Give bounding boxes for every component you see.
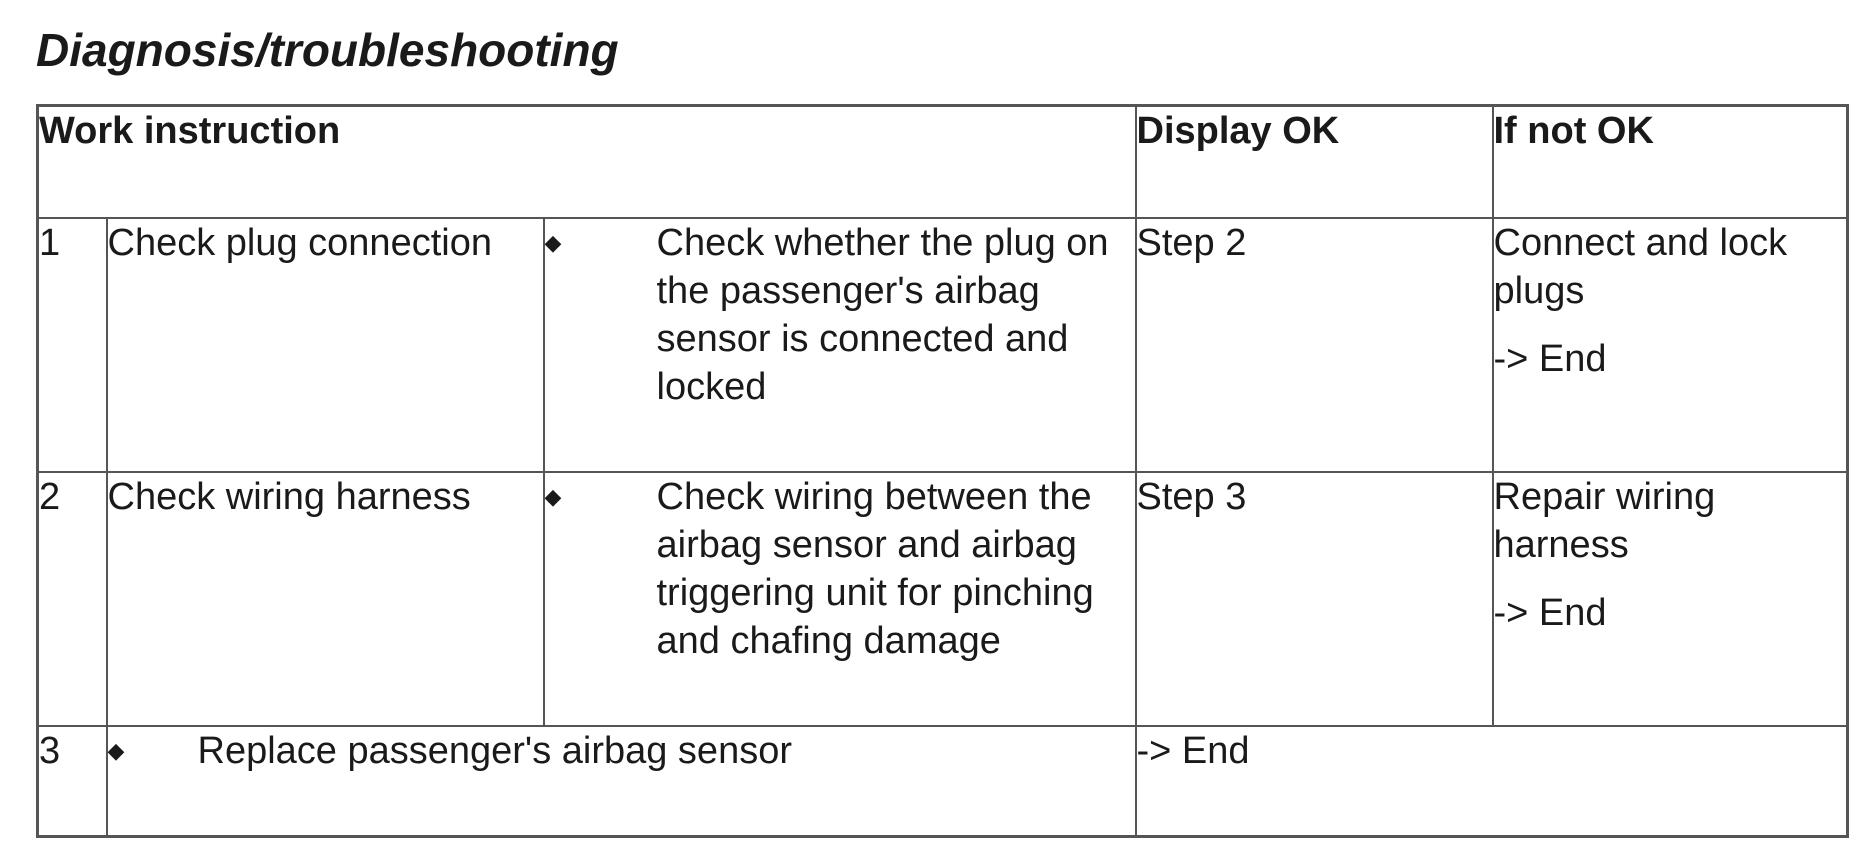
if-not-ok-action: Connect and lock plugs bbox=[1493, 221, 1788, 312]
step-number: 3 bbox=[38, 726, 107, 837]
step-detail: Check wiring between the airbag sensor and airbag triggering unit for pinching and chafing damage bbox=[656, 475, 1094, 662]
step-detail: Check whether the plug on the passenger's airbag sensor is connected and locked bbox=[656, 221, 1109, 408]
table-row bbox=[38, 472, 1848, 726]
diagnosis-table bbox=[36, 104, 1849, 838]
table-row bbox=[38, 218, 1848, 472]
header-if-not-ok: If not OK bbox=[1493, 106, 1848, 218]
if-not-ok-cell bbox=[1493, 218, 1848, 472]
final-step-detail-cell bbox=[107, 726, 1136, 837]
display-ok-value: Step 3 bbox=[1136, 472, 1493, 726]
if-not-ok-end: -> End bbox=[1493, 591, 1607, 634]
page-title: Diagnosis/troubleshooting bbox=[36, 24, 619, 76]
diamond-bullet-icon: ◆ bbox=[544, 229, 562, 255]
diamond-bullet-icon: ◆ bbox=[107, 737, 125, 763]
step-detail-cell bbox=[544, 218, 1136, 472]
header-work-instruction: Work instruction bbox=[38, 106, 1136, 218]
step-action: Check wiring harness bbox=[107, 472, 544, 726]
step-action: Check plug connection bbox=[107, 218, 544, 472]
if-not-ok-cell bbox=[1493, 472, 1848, 726]
diamond-bullet-icon: ◆ bbox=[544, 483, 562, 509]
display-ok-value: Step 2 bbox=[1136, 218, 1493, 472]
step-detail-cell bbox=[544, 472, 1136, 726]
if-not-ok-end: -> End bbox=[1493, 337, 1607, 380]
step-number: 1 bbox=[38, 218, 107, 472]
final-step-result: -> End bbox=[1136, 726, 1848, 837]
if-not-ok-action: Repair wiring harness bbox=[1493, 475, 1716, 566]
table-row bbox=[38, 726, 1848, 837]
header-display-ok: Display OK bbox=[1136, 106, 1493, 218]
step-number: 2 bbox=[38, 472, 107, 726]
final-step-detail: Replace passenger's airbag sensor bbox=[197, 729, 792, 772]
header-row bbox=[38, 106, 1848, 218]
